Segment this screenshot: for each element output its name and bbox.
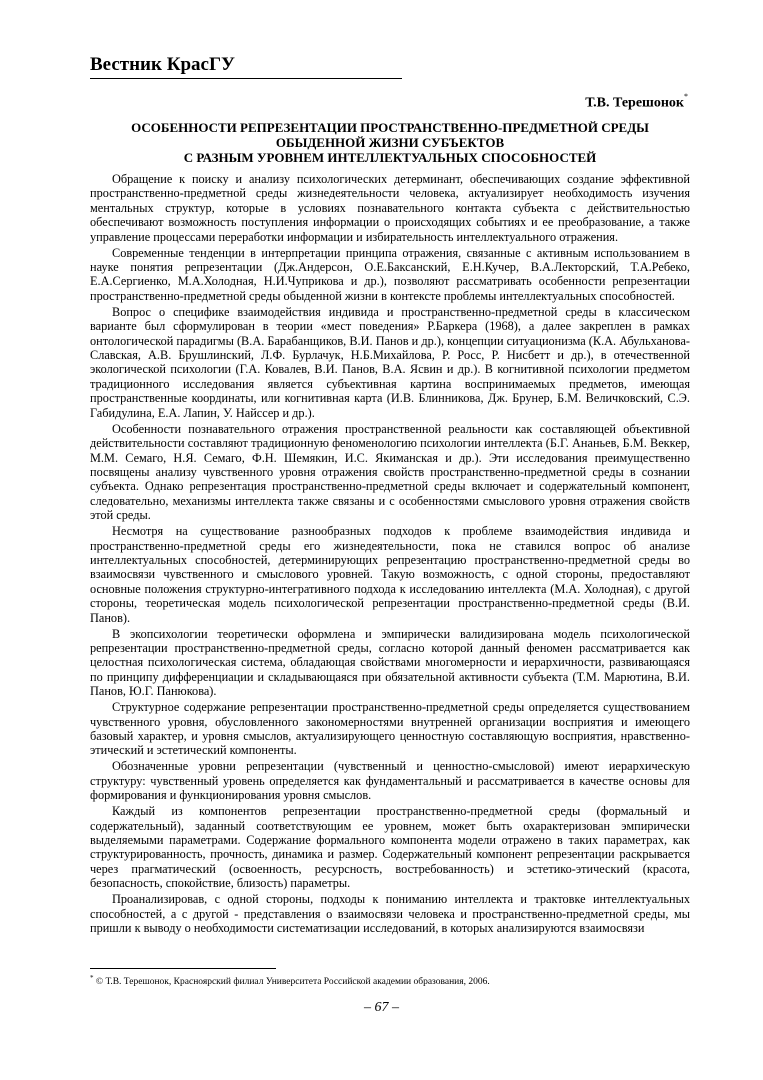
paragraph: Современные тенденции в интерпретации принципа отражения, связанные с активным использованием в науке понятия репрезентации (Дж.Андерсон, О.Е.Баксанский, Е.Н.Кучер, В.А.Лекторский, Т.А.Ребеко, Е.А.Сергиенко, М.А.Холодная, Н.И.Чуприкова и др.), позволяют рассматривать особенности репрезентации пространственно-предметной среды обыденной жизни в контексте проблемы интеллектуальных способностей. [90,245,690,303]
author-text: Т.В. Терешонок [585,95,684,111]
paragraph: Обращение к поиску и анализу психологических детерминант, обеспечивающих создание эффективной пространственно-предметной среды жизнедеятельности человека, актуализирует необходимость изучения ментальных структур, которые в условиях познавательного контакта субъекта с действительностью обеспечивают возможность поступления информации о происходящих событиях и ее преобразование, а также управление процессами переработки информации и избирательность интеллектуального отражения. [90,172,690,244]
footnote [90,974,490,987]
paragraph: Особенности познавательного отражения пространственной реальности как составляющей объективной действительности составляют традиционную феноменологию психологии интеллекта (Б.Г. Ананьев, Б.М. Веккер, М.М. Семаго, Н.Я. Семаго, Ф.Н. Шемякин, И.С. Якиманская и др.). Эти исследования преимущественно посвящены анализу чувственного уровня отражения свойств пространственно-предметной среды в сознании субъекта. Однако репрезентация пространственно-предметной среды включает и содержательный компонент, следовательно, механизмы интеллекта также связаны и с особенностями смыслового уровня отражения свойств этой среды. [90,421,690,523]
title-line-3: С РАЗНЫМ УРОВНЕМ ИНТЕЛЛЕКТУАЛЬНЫХ СПОСОБНОСТЕЙ [183,150,597,165]
journal-title: Вестник КрасГУ [90,54,236,75]
paragraph: Несмотря на существование разнообразных подходов к проблеме взаимодействия индивида и пространственно-предметной среды его жизнедеятельности, пока не ставился вопрос об анализе интеллектуальных способностей, детерминирующих репрезентацию пространственно-предметной среды во взаимосвязи чувственного и смыслового уровней. Такую возможность, с одной стороны, предоставляют основные положения структурно-интегративного подхода к исследованию интеллекта (М.А. Холодная), с другой стороны, теоретическая модель психологической репрезентации пространственно-предметной среды (В.И. Панов). [90,524,690,625]
author-name [585,94,688,112]
title-line-2: ОБЫДЕННОЙ ЖИЗНИ СУБЪЕКТОВ [275,135,505,150]
paragraph: Обозначенные уровни репрезентации (чувственный и ценностно-смысловой) имеют иерархическую структуру: чувственный уровень определяется как фундаментальный и рассматривается в качестве основы для формирования и функционирования уровня смыслов. [90,759,690,803]
footnote-mark: * [90,974,94,982]
paragraph: Проанализировав, с одной стороны, подходы к пониманию интеллекта и трактовке интеллектуальных способностей, а с другой - представления о взаимосвязи человека и пространственно-предметной среды, мы пришли к выводу о необходимости систематизации исследований, в которых анализируются взаимосвязи [90,892,690,936]
paragraph: В экопсихологии теоретически оформлена и эмпирически валидизирована модель психологической репрезентации пространственно-предметной среды, согласно которой данный феномен рассматривается как целостная психологическая система, обладающая свойствами многомерности и иерархичности, развивающаяся по принципу дифференциации и складывающаяся при обязательной активности субъекта (Т.М. Марютина, В.И. Панов, Ю.Г. Панюкова). [90,626,690,699]
paragraph: Структурное содержание репрезентации пространственно-предметной среды определяется существованием чувственного уровня, обусловленного закономерностями внутренней организации восприятия и имеющего базовый характер, и уровня смыслов, актуализирующего ценностную составляющую восприятия, нравственно-этический и эстетический компоненты. [90,700,690,758]
footnote-text: © Т.В. Терешонок, Красноярский филиал Университета Российской академии образования, 2006. [93,977,490,988]
page-number: – 67 – [364,1000,399,1015]
article-body [90,172,690,937]
title-line-1: ОСОБЕННОСТИ РЕПРЕЗЕНТАЦИИ ПРОСТРАНСТВЕННО-ПРЕДМЕТНОЙ СРЕДЫ [131,120,649,135]
footnote-rule [90,968,276,969]
paragraph: Каждый из компонентов репрезентации пространственно-предметной среды (формальный и содержательный), заданный соответствующим ее уровнем, может быть охарактеризован эмпирически выделяемыми параметрами. Содержание формального компонента модели отражено в таких параметрах, как структурированность, прочность, динамика и размер. Содержательный компонент репрезентации раскрывается через прагматический (освоенность, ресурсность, востребованность) и эстетико-этический (красота, безопасность, спокойствие, близость) параметры. [90,804,690,891]
header-rule [90,78,402,79]
article-title [90,120,690,165]
paragraph: Вопрос о специфике взаимодействия индивида и пространственно-предметной среды в классическом варианте был сформулирован в теории «мест поведения» Р.Баркера (1968), а далее закреплен в рамках онтологической парадигмы (В.А. Барабанщиков, В.И. Панов и др.), концепции ситуационизма (К.А. Абульханова-Славская, А.В. Брушлинский, Л.Ф. Бурлачук, Н.Б.Михайлова, Р. Росс, Р. Нисбетт и др.), в отечественной экологической психологии (Г.А. Ковалев, В.И. Панов, В.А. Ясвин и др.). В когнитивной психологии предметом традиционного исследования является субъективная картина воспринимаемых предметов, имеющая пространственные координаты, или когнитивная карта (И.В. Блинникова, Дж. Брунер, Б.М. Величковский, С.Э. Габидулина, Е.А. Лапин, У. Найссер и др.). [90,304,690,420]
author-footnote-mark: * [684,92,688,101]
